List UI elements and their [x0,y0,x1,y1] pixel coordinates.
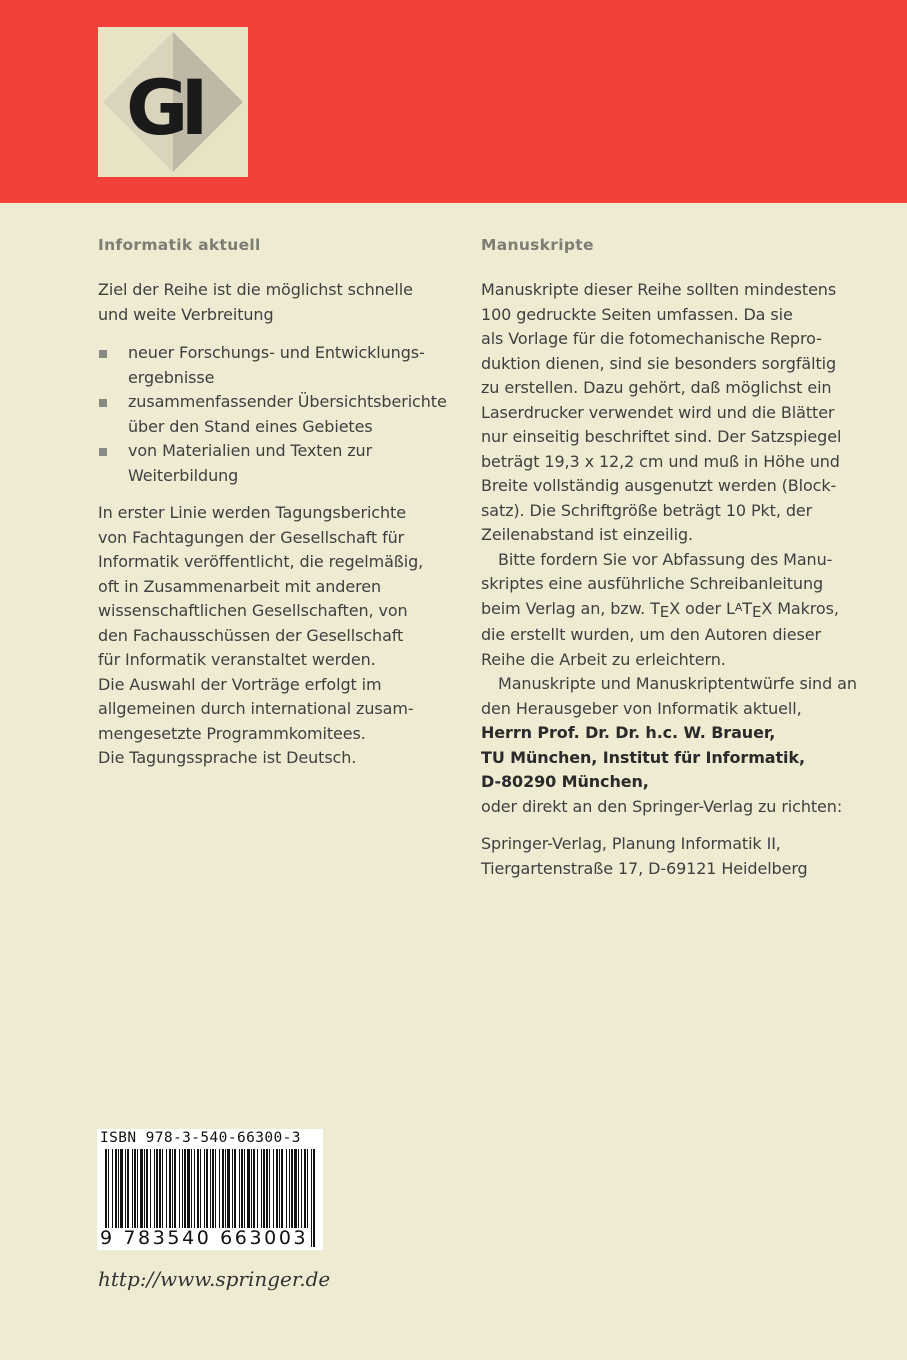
body-line: mengesetzte Programmkomitees. [98,723,366,743]
tex-line [481,597,861,624]
gi-diamond-logo [98,27,248,177]
bullet-text: Weiterbildung [128,465,239,485]
right-column [481,235,861,881]
intro-line: und weite Verbreitung [98,304,274,324]
address-line: TU München, Institut für Informatik, [481,747,805,767]
spacer [481,819,861,832]
isbn-barcode [97,1129,323,1250]
body-line: den Fachausschüssen der Gesellschaft [98,625,404,645]
body-paragraph [98,501,428,771]
latex-letter: E [751,602,762,621]
address-line: D-80290 München, [481,772,649,791]
bullet-text: neuer Forschungs- und Entwicklungs- [128,343,425,362]
text-line: die erstellt wurden, um den Autoren dieser [481,625,821,644]
manuscripts-paragraph [481,278,861,819]
tex-letter: T [650,598,660,618]
manuscripts-heading: Manuskripte [481,236,594,254]
left-column [98,235,447,771]
body-line: wissenschaftlichen Gesellschaften, von [98,601,408,620]
publisher-url[interactable]: http://www.springer.de [98,1267,331,1291]
text-line: Laserdrucker verwendet wird und die Blätter [481,402,835,422]
latex-letter: T [742,598,752,618]
logo-text: GI [126,63,201,152]
latex-letter: L [726,598,735,618]
body-line: von Fachtagungen der Gesellschaft für [98,527,405,547]
bullet-text: von Materialien und Texten zur [128,441,373,460]
text-segment: Makros, [772,598,839,618]
body-line: Informatik veröffentlicht, die regelmäßig, [98,552,424,571]
isbn-number: ISBN 978-3-540-66300-3 [100,1130,301,1146]
text-line: als Vorlage für die fotomechanische Repro- [481,329,822,348]
text-line: den Herausgeber von Informatik aktuell, [481,698,802,718]
text-line: satz). Die Schriftgröße beträgt 10 Pkt, der [481,500,813,520]
ean-number: 9 783540 663003 [100,1227,309,1249]
text-segment: beim Verlag an, bzw. [481,598,651,618]
text-line: beträgt 19,3 x 12,2 cm und muß in Höhe und [481,451,840,471]
bullet-item [98,341,428,390]
text-line: zu erstellen. Dazu gehört, daß möglichst ein [481,378,832,397]
text-line: oder direkt an den Springer-Verlag zu richten: [481,796,843,816]
latex-logo [726,598,773,621]
tex-letter: X [669,598,681,618]
barcode-bar [311,1149,312,1247]
bullet-text: über den Stand eines Gebietes [128,416,373,436]
text-line: skriptes eine ausführliche Schreibanleitung [481,574,824,593]
text-line: Reihe die Arbeit zu erleichtern. [481,649,726,669]
body-line: für Informatik veranstaltet werden. [98,650,376,669]
address-line: Herrn Prof. Dr. Dr. h.c. W. Brauer, [481,723,776,742]
publisher-address [481,832,861,881]
text-line: Manuskripte und Manuskriptentwürfe sind an [498,674,857,693]
text-line: Manuskripte dieser Reihe sollten mindestens [481,280,837,299]
barcode-bar [313,1149,315,1247]
text-line: nur einseitig beschriftet sind. Der Satzspiegel [481,427,842,446]
text-segment: oder [680,598,727,618]
body-line: Die Auswahl der Vorträge erfolgt im [98,674,382,694]
latex-letter: A [734,600,743,614]
body-line: allgemeinen durch international zusam- [98,699,414,718]
bullet-text: zusammenfassender Übersichtsberichte [128,392,447,411]
body-line: In erster Linie werden Tagungsberichte [98,503,406,522]
intro-line: Ziel der Reihe ist die möglichst schnelle [98,280,413,299]
tex-letter: E [659,602,670,621]
bullet-text: ergebnisse [128,367,215,387]
bullet-list [98,341,447,488]
tex-logo [650,598,681,621]
square-bullet-icon [99,350,107,358]
text-line: Zeilenabstand ist einzeilig. [481,525,694,544]
publisher-line: Tiergartenstraße 17, D-69121 Heidelberg [481,858,808,878]
text-line: Bitte fordern Sie vor Abfassung des Manu- [498,549,833,569]
text-line: duktion dienen, sind sie besonders sorgfältig [481,353,837,373]
text-line: 100 gedruckte Seiten umfassen. Da sie [481,304,793,324]
text-line: Breite vollständig ausgenutzt werden (Block- [481,476,837,495]
intro-paragraph [98,278,428,327]
body-line: Die Tagungssprache ist Deutsch. [98,748,357,767]
bullet-item [98,439,428,488]
square-bullet-icon [99,399,107,407]
series-heading: Informatik aktuell [98,236,261,254]
bullet-item [98,390,447,439]
publisher-line: Springer-Verlag, Planung Informatik II, [481,834,781,853]
square-bullet-icon [99,448,107,456]
body-line: oft in Zusammenarbeit mit anderen [98,576,382,596]
latex-letter: X [761,598,773,618]
